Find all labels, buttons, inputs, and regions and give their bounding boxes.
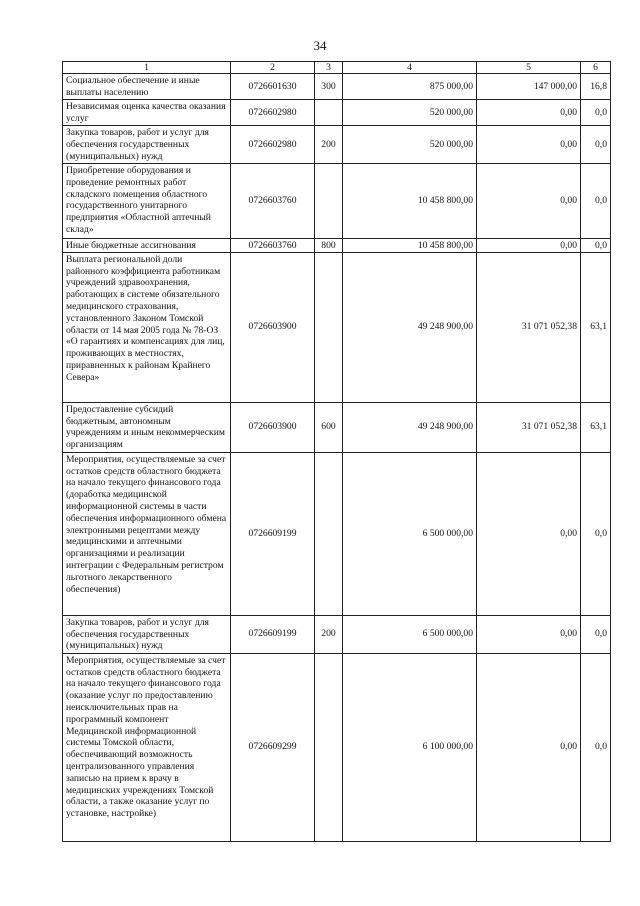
actual-amount: 0,00 (477, 615, 581, 653)
table-row (63, 100, 611, 126)
table-row (63, 252, 611, 402)
page-number: 34 (313, 38, 327, 53)
actual-amount: 147 000,00 (477, 74, 581, 100)
column-number: 1 (63, 62, 231, 74)
table-row (63, 452, 611, 615)
execution-percent: 0,0 (581, 615, 611, 653)
expense-name: Выплата региональной доли районного коэффициента работникам учреждений здравоохранения, работающих в системе обязательного медицинского страхования, установленного Законом Томской области от 14 мая 2005 года № 78-ОЗ «О гарантиях и компенсациях для лиц, проживающих в местностях, приравненных к районам Крайнего Севера» (63, 252, 231, 402)
expense-name: Иные бюджетные ассигнования (63, 239, 231, 253)
execution-percent: 0,0 (581, 100, 611, 126)
column-number: 6 (581, 62, 611, 74)
target-code: 0726603900 (231, 252, 315, 402)
planned-amount: 875 000,00 (343, 74, 477, 100)
expense-type (315, 452, 343, 615)
planned-amount: 6 500 000,00 (343, 452, 477, 615)
expense-name: Мероприятия, осуществляемые за счет остатков средств областного бюджета на начало текущего финансового года (оказание услуг по предоставлению неисключительных прав на программный компонент Медицинской информационной системы Томской области, обеспечивающий возможность централизованного управления записью на прием к врачу в медицинских учреждениях Томской области, а также оказание услуг по установке, настройке) (63, 653, 231, 841)
expense-type (315, 653, 343, 841)
execution-percent: 0,0 (581, 653, 611, 841)
target-code: 0726603900 (231, 402, 315, 452)
expense-name: Закупка товаров, работ и услуг для обеспечения государственных (муниципальных) нужд (63, 126, 231, 164)
target-code: 0726601630 (231, 74, 315, 100)
target-code: 0726609199 (231, 615, 315, 653)
expense-type: 600 (315, 402, 343, 452)
expense-type: 300 (315, 74, 343, 100)
expense-type: 800 (315, 239, 343, 253)
expense-type: 200 (315, 126, 343, 164)
expense-type (315, 252, 343, 402)
expense-name: Мероприятия, осуществляемые за счет остатков средств областного бюджета на начало текущего финансового года (доработка медицинской информационной системы в части обеспечения информационного обмена электронными рецептами между медицинскими и аптечными организациями и реализации интеграции с Федеральным регистром льготного лекарственного обеспечения) (63, 452, 231, 615)
actual-amount: 0,00 (477, 126, 581, 164)
planned-amount: 10 458 800,00 (343, 239, 477, 253)
execution-percent: 0,0 (581, 126, 611, 164)
table-row (63, 239, 611, 253)
actual-amount: 0,00 (477, 239, 581, 253)
expense-name: Предоставление субсидий бюджетным, автономным учреждениям и иным некоммерческим организациям (63, 402, 231, 452)
target-code: 0726603760 (231, 239, 315, 253)
actual-amount: 0,00 (477, 653, 581, 841)
table-row (63, 74, 611, 100)
table-row (63, 126, 611, 164)
planned-amount: 520 000,00 (343, 126, 477, 164)
target-code: 0726609299 (231, 653, 315, 841)
column-number: 3 (315, 62, 343, 74)
column-number: 4 (343, 62, 477, 74)
actual-amount: 31 071 052,38 (477, 402, 581, 452)
table-row (63, 653, 611, 841)
expense-name: Закупка товаров, работ и услуг для обеспечения государственных (муниципальных) нужд (63, 615, 231, 653)
target-code: 0726602980 (231, 100, 315, 126)
execution-percent: 0,0 (581, 239, 611, 253)
expense-type: 200 (315, 615, 343, 653)
column-number-row (63, 62, 611, 74)
planned-amount: 10 458 800,00 (343, 164, 477, 239)
expense-name: Социальное обеспечение и иные выплаты населению (63, 74, 231, 100)
target-code: 0726609199 (231, 452, 315, 615)
execution-percent: 0,0 (581, 452, 611, 615)
planned-amount: 6 100 000,00 (343, 653, 477, 841)
expense-type (315, 164, 343, 239)
actual-amount: 31 071 052,38 (477, 252, 581, 402)
planned-amount: 6 500 000,00 (343, 615, 477, 653)
budget-table (62, 61, 611, 842)
expense-name: Независимая оценка качества оказания услуг (63, 100, 231, 126)
table-row (63, 402, 611, 452)
target-code: 0726602980 (231, 126, 315, 164)
actual-amount: 0,00 (477, 100, 581, 126)
execution-percent: 63,1 (581, 402, 611, 452)
expense-type (315, 100, 343, 126)
execution-percent: 0,0 (581, 164, 611, 239)
column-number: 5 (477, 62, 581, 74)
planned-amount: 49 248 900,00 (343, 252, 477, 402)
planned-amount: 49 248 900,00 (343, 402, 477, 452)
execution-percent: 63,1 (581, 252, 611, 402)
column-number: 2 (231, 62, 315, 74)
target-code: 0726603760 (231, 164, 315, 239)
planned-amount: 520 000,00 (343, 100, 477, 126)
expense-name: Приобретение оборудования и проведение ремонтных работ складского помещения областного государственного унитарного предприятия «Областной аптечный склад» (63, 164, 231, 239)
table-row (63, 615, 611, 653)
table-row (63, 164, 611, 239)
actual-amount: 0,00 (477, 452, 581, 615)
actual-amount: 0,00 (477, 164, 581, 239)
execution-percent: 16,8 (581, 74, 611, 100)
